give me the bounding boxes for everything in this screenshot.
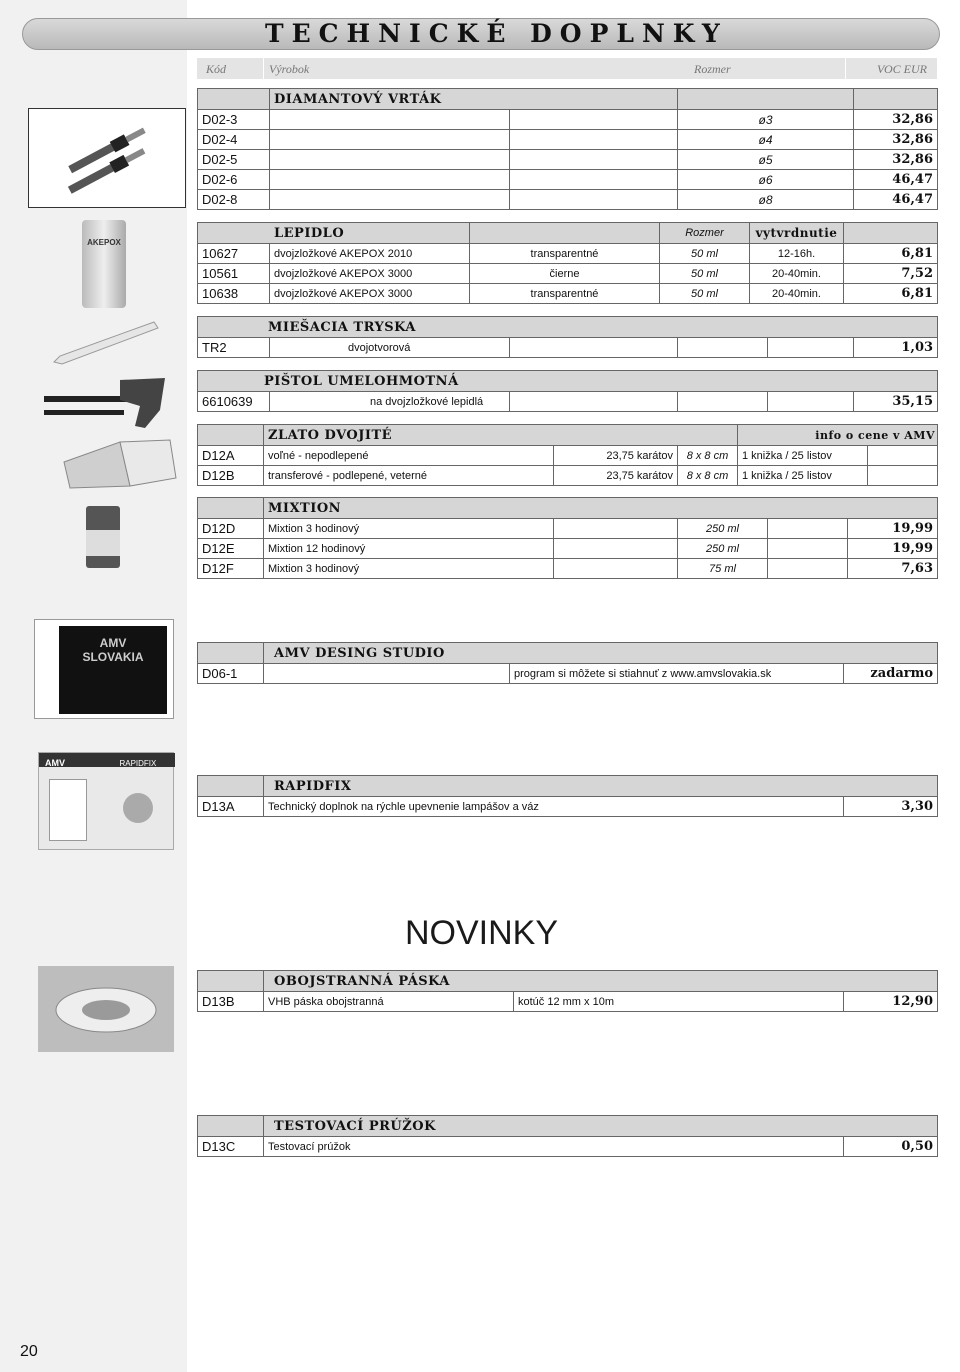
product-size: 50 ml	[660, 244, 750, 264]
table-row	[198, 190, 938, 210]
table-testovaci-pruzok	[197, 1115, 938, 1157]
section-title: MIXTION	[264, 498, 938, 519]
header-vyrobok: Výrobok	[269, 62, 310, 76]
cell	[270, 130, 510, 150]
table-row	[198, 150, 938, 170]
section-title: TESTOVACÍ PRÚŽOK	[264, 1116, 938, 1137]
product-price: 35,15	[854, 392, 938, 412]
cell	[270, 190, 510, 210]
product-code: D12F	[198, 559, 264, 579]
table-row	[198, 559, 938, 579]
product-code: D12B	[198, 466, 264, 486]
cell	[510, 110, 678, 130]
product-code: 10561	[198, 264, 270, 284]
product-price: 32,86	[854, 130, 938, 150]
glue-label: AKEPOX	[87, 238, 121, 247]
table-row	[198, 664, 938, 684]
product-price: 32,86	[854, 110, 938, 130]
cell	[198, 776, 264, 797]
header-rozmer: Rozmer	[694, 62, 731, 76]
page-title: TECHNICKÉ DOPLNKY	[265, 19, 728, 48]
table-row	[198, 130, 938, 150]
rapidfix-product: RAPIDFIX	[119, 759, 157, 768]
cell	[768, 559, 848, 579]
rapidfix-disc	[123, 793, 153, 823]
product-color: transparentné	[470, 284, 660, 304]
table-amv-desing-studio	[197, 642, 938, 684]
section-title: AMV DESING STUDIO	[264, 643, 938, 664]
table-row	[198, 264, 938, 284]
product-name: dvojotvorová	[270, 338, 510, 358]
cell	[470, 223, 660, 244]
table-row	[198, 244, 938, 264]
cell	[868, 446, 938, 466]
rapidfix-box-image	[38, 752, 174, 850]
product-size: 50 ml	[660, 264, 750, 284]
bottle-label	[86, 530, 120, 556]
novinky-heading: NOVINKY	[405, 914, 559, 952]
cell	[198, 89, 270, 110]
product-cure: 20-40min.	[750, 264, 844, 284]
cell	[270, 110, 510, 130]
product-size: 75 ml	[678, 559, 768, 579]
product-price: 3,30	[844, 797, 938, 817]
lepidlo-rozmer-header: Rozmer	[660, 223, 750, 244]
product-pack: 1 knižka / 25 listov	[738, 446, 868, 466]
product-size: kotúč 12 mm x 10m	[514, 992, 844, 1012]
product-code: TR2	[198, 338, 270, 358]
product-size: 250 ml	[678, 519, 768, 539]
cell	[264, 664, 510, 684]
cell	[510, 130, 678, 150]
product-code: D02-4	[198, 130, 270, 150]
product-name: program si môžete si stiahnuť z www.amvslovakia.sk	[510, 664, 844, 684]
product-cure: 20-40min.	[750, 284, 844, 304]
cell	[510, 392, 678, 412]
product-size: ø5	[678, 150, 854, 170]
rapidfix-box-header	[39, 753, 175, 767]
cell	[554, 559, 678, 579]
product-color: transparentné	[470, 244, 660, 264]
table-row	[198, 392, 938, 412]
product-color: čierne	[470, 264, 660, 284]
product-price: 7,52	[844, 264, 938, 284]
section-title: DIAMANTOVÝ VRTÁK	[270, 89, 678, 110]
cell	[768, 392, 854, 412]
table-row	[198, 992, 938, 1012]
product-price: 7,63	[848, 559, 938, 579]
cell	[198, 498, 264, 519]
table-row	[198, 466, 938, 486]
product-price: 0,50	[844, 1137, 938, 1157]
cell	[678, 89, 854, 110]
table-lepidlo	[197, 222, 938, 304]
cell	[678, 392, 768, 412]
product-code: D02-3	[198, 110, 270, 130]
cell	[854, 89, 938, 110]
section-title: RAPIDFIX	[264, 776, 938, 797]
cell	[198, 971, 264, 992]
table-row	[198, 519, 938, 539]
product-name: VHB páska obojstranná	[264, 992, 514, 1012]
product-size: ø4	[678, 130, 854, 150]
product-name: dvojzložkové AKEPOX 2010	[270, 244, 470, 264]
product-price: 1,03	[854, 338, 938, 358]
table-obojstranna-paska	[197, 970, 938, 1012]
tape-roll-image	[38, 966, 174, 1052]
product-name: transferové - podlepené, veterné	[264, 466, 554, 486]
studio-black-panel	[59, 626, 167, 714]
table-row	[198, 797, 938, 817]
cell	[198, 643, 264, 664]
cell	[868, 466, 938, 486]
table-row	[198, 1137, 938, 1157]
product-karat: 23,75 karátov	[554, 446, 678, 466]
table-zlato-dvojite	[197, 424, 938, 486]
table-mixtion	[197, 497, 938, 579]
glue-gun-image	[40, 370, 170, 430]
product-code: 10638	[198, 284, 270, 304]
cell	[768, 539, 848, 559]
cell	[554, 539, 678, 559]
page-number: 20	[20, 1343, 38, 1360]
header-voc: VOC EUR	[877, 62, 927, 76]
product-code: D13B	[198, 992, 264, 1012]
product-price: 46,47	[854, 190, 938, 210]
cell	[768, 519, 848, 539]
studio-screenshot-image	[34, 619, 174, 719]
product-code: D12A	[198, 446, 264, 466]
column-header-strip	[197, 58, 937, 79]
product-pack: 1 knižka / 25 listov	[738, 466, 868, 486]
gold-leaf-image	[60, 432, 180, 490]
product-name: na dvojzložkové lepidlá	[270, 392, 510, 412]
table-miesacia-tryska	[197, 316, 938, 358]
table-row	[198, 170, 938, 190]
studio-line2: SLOVAKIA	[82, 650, 144, 664]
table-row	[198, 539, 938, 559]
cell	[198, 425, 264, 446]
studio-line1: AMV	[99, 636, 127, 650]
product-size: 8 x 8 cm	[678, 466, 738, 486]
product-name: Mixtion 3 hodinový	[264, 519, 554, 539]
cell	[678, 338, 768, 358]
mixing-nozzle-image	[50, 318, 160, 366]
product-name: dvojzložkové AKEPOX 3000	[270, 284, 470, 304]
product-price: 6,81	[844, 244, 938, 264]
product-size: 8 x 8 cm	[678, 446, 738, 466]
product-name: Testovací prúžok	[264, 1137, 844, 1157]
cell	[270, 150, 510, 170]
zlato-info-label: info o cene v AMV	[738, 425, 938, 446]
cell	[510, 190, 678, 210]
product-price: 19,99	[848, 539, 938, 559]
section-title: MIEŠACIA TRYSKA	[198, 317, 938, 338]
glue-cartridge-image	[82, 220, 126, 308]
product-code: D13C	[198, 1137, 264, 1157]
cell	[198, 1116, 264, 1137]
cell	[844, 223, 938, 244]
table-row	[198, 338, 938, 358]
section-title: PIŠTOL UMELOHMOTNÁ	[198, 371, 938, 392]
product-size: 50 ml	[660, 284, 750, 304]
product-price: 12,90	[844, 992, 938, 1012]
product-code: D02-6	[198, 170, 270, 190]
product-code: D02-8	[198, 190, 270, 210]
product-code: D02-5	[198, 150, 270, 170]
cell	[270, 170, 510, 190]
product-price: 46,47	[854, 170, 938, 190]
mixtion-bottle-image	[86, 506, 120, 568]
product-name: voľné - nepodlepené	[264, 446, 554, 466]
table-row	[198, 284, 938, 304]
product-size: 250 ml	[678, 539, 768, 559]
product-price: 19,99	[848, 519, 938, 539]
product-code: D12D	[198, 519, 264, 539]
table-row	[198, 446, 938, 466]
cell	[510, 338, 678, 358]
product-karat: 23,75 karátov	[554, 466, 678, 486]
product-name: Mixtion 3 hodinový	[264, 559, 554, 579]
header-kod: Kód	[206, 62, 227, 76]
product-name: Mixtion 12 hodinový	[264, 539, 554, 559]
section-title: LEPIDLO	[198, 223, 470, 244]
section-title: ZLATO DVOJITÉ	[264, 425, 738, 446]
cell	[768, 338, 854, 358]
table-rapidfix	[197, 775, 938, 817]
product-size: ø3	[678, 110, 854, 130]
table-diamantovy-vrtak	[197, 88, 938, 210]
lepidlo-cure-header: vytvrdnutie	[750, 223, 844, 244]
product-code: D13A	[198, 797, 264, 817]
product-code: 10627	[198, 244, 270, 264]
table-pistol	[197, 370, 938, 412]
product-code: 6610639	[198, 392, 270, 412]
cell	[554, 519, 678, 539]
cell	[510, 150, 678, 170]
product-code: D06-1	[198, 664, 264, 684]
product-cure: 12-16h.	[750, 244, 844, 264]
rapidfix-brand: AMV	[45, 758, 65, 768]
cell	[510, 170, 678, 190]
table-row	[198, 110, 938, 130]
product-code: D12E	[198, 539, 264, 559]
drill-bits-image	[28, 108, 186, 208]
product-name: Technický doplnok na rýchle upevnenie lampášov a váz	[264, 797, 844, 817]
section-title: OBOJSTRANNÁ PÁSKA	[264, 971, 938, 992]
product-price: zadarmo	[844, 664, 938, 684]
rapidfix-pad	[49, 779, 87, 841]
product-size: ø8	[678, 190, 854, 210]
product-name: dvojzložkové AKEPOX 3000	[270, 264, 470, 284]
product-price: 32,86	[854, 150, 938, 170]
product-price: 6,81	[844, 284, 938, 304]
product-size: ø6	[678, 170, 854, 190]
